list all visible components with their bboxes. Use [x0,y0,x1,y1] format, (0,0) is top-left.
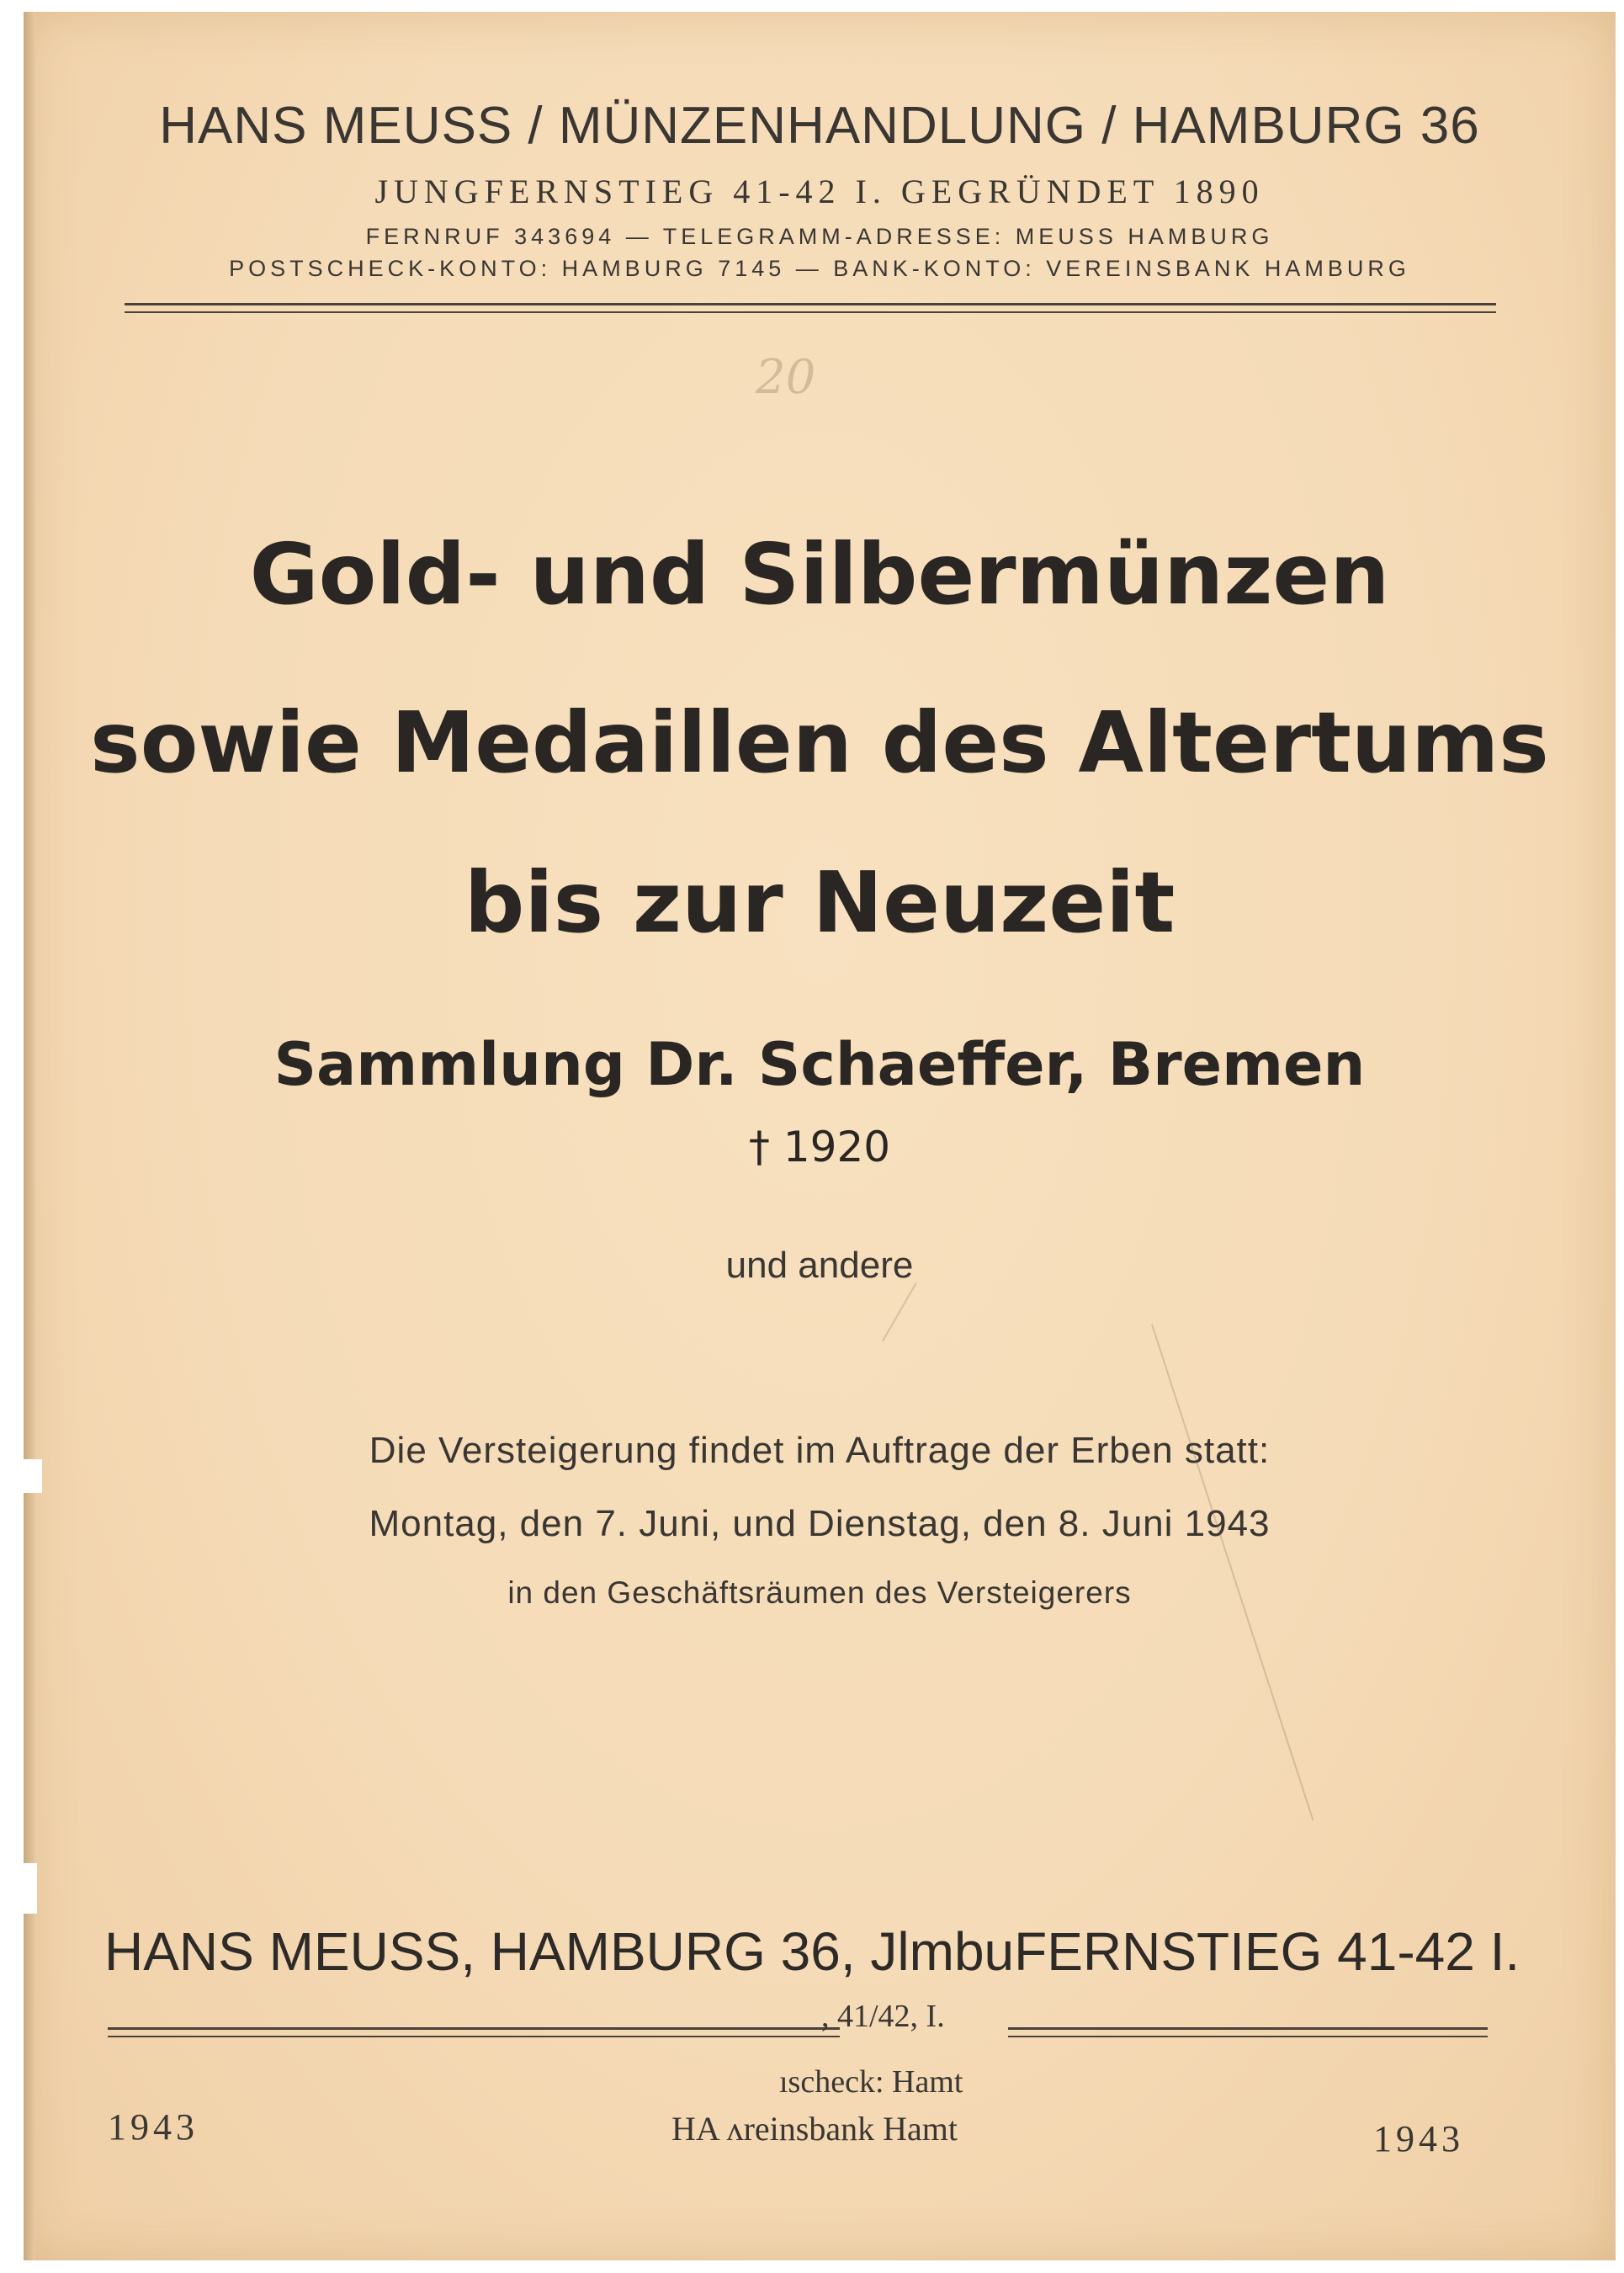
edge-tear [24,1459,42,1493]
title-line-2: sowie Medaillen des Altertums [90,693,1549,792]
edge-tear [24,1863,37,1914]
and-others: und andere [725,1245,914,1286]
header-rule-top [125,303,1496,305]
collection-subtitle: Sammlung Dr. Schaeffer, Bremen [273,1030,1366,1099]
footer-rule-right-bottom [1008,2036,1488,2037]
paper-crease [1151,1324,1314,1820]
footer-rule-left-bottom [108,2036,840,2037]
title-line-3: bis zur Neuzeit [464,853,1176,952]
pencil-mark: 20 [756,350,816,405]
catalog-cover [24,12,1616,2260]
auction-venue-line: in den Geschäftsräumen des Versteigerers [507,1575,1132,1610]
death-year: † 1920 [748,1123,891,1171]
header-phone-line: FERNRUF 343694 — TELEGRAMM-ADRESSE: MEUSS HAMBURG [365,224,1274,249]
footer-rule-left-top [108,2027,840,2030]
header-bank-line: POSTSCHECK-KONTO: HAMBURG 7145 — BANK-KONTO: VEREINSBANK HAMBURG [229,256,1410,281]
footer-year-left: 1943 [108,2106,199,2148]
auction-date-line: Montag, den 7. Juni, und Dienstag, den 8. Juni 1943 [369,1503,1271,1544]
header-rule-bottom [125,311,1496,313]
header-address-line: JUNGFERNSTIEG 41-42 I. GEGRÜNDET 1890 [374,173,1265,210]
footer-fragment-bank: HA ʌreinsbank Hamt [671,2110,958,2148]
auction-line-1: Die Versteigerung findet im Auftrage der Erben statt: [369,1430,1271,1471]
paper-crease [882,1283,917,1341]
footer-name-line: HANS MEUSS, HAMBURG 36, JlmbuFERNSTIEG 41-42 I. [104,1921,1521,1982]
header-name-line: HANS MEUSS / MÜNZENHANDLUNG / HAMBURG 36 [159,97,1480,155]
footer-fragment-address: , 41/42, I. [821,1999,945,2034]
title-line-1: Gold- und Silbermünzen [249,525,1390,624]
footer-year-right: 1943 [1373,2118,1464,2159]
footer-rule-right-top [1008,2027,1488,2030]
footer-fragment-postscheck: ıscheck: Hamt [779,2064,963,2100]
